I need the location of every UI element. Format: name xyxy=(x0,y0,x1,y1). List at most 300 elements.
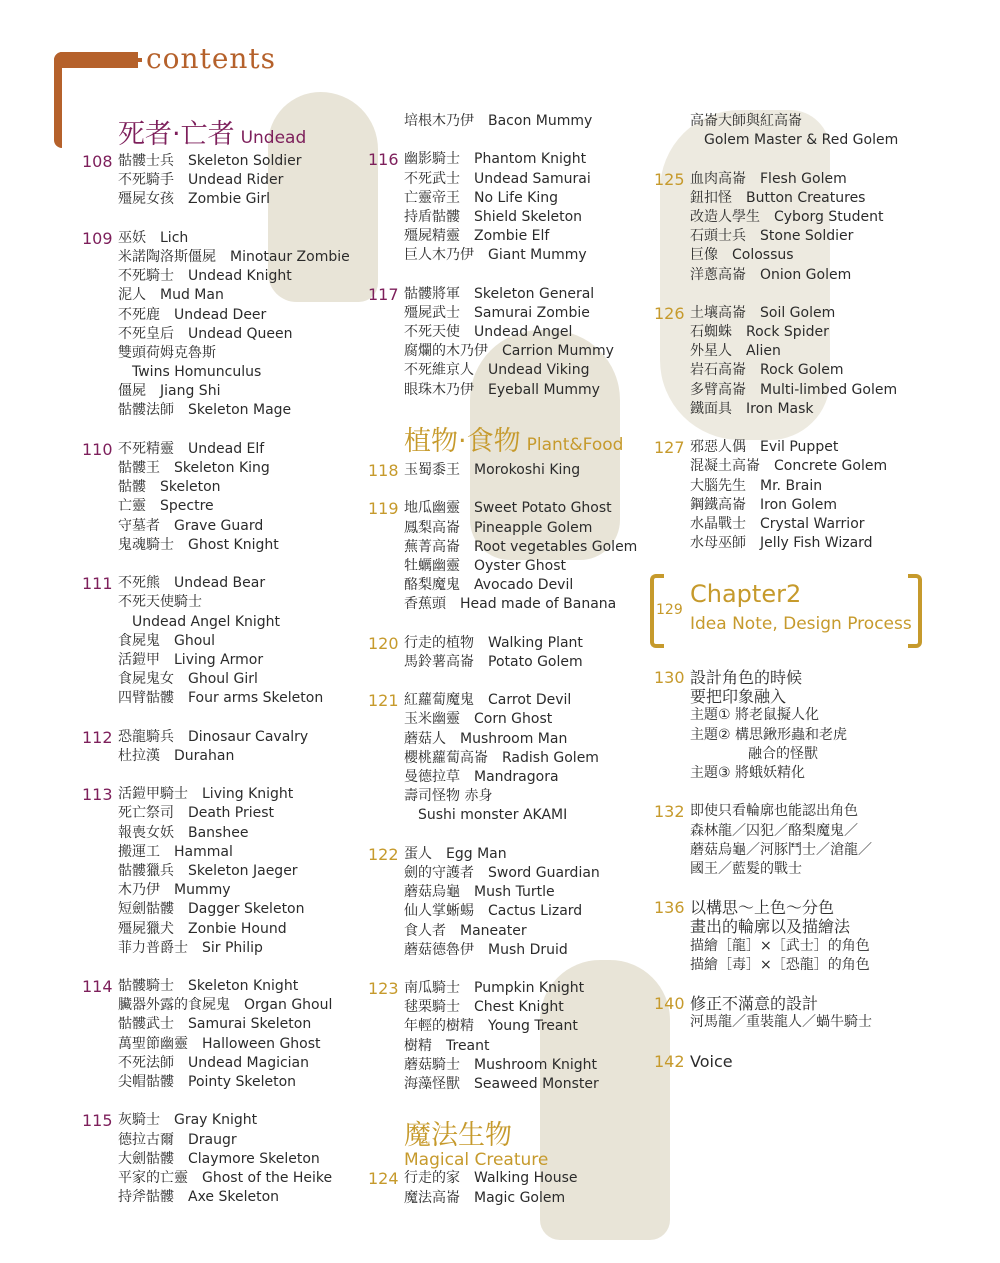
chapter-banner xyxy=(650,574,922,648)
toc-entry xyxy=(118,862,362,881)
entry-zh: 巫妖 xyxy=(118,229,146,246)
page-number: 118 xyxy=(368,461,399,480)
entry-zh: 多臂高崙 xyxy=(690,381,746,398)
entry-en: Pumpkin Knight xyxy=(474,980,585,997)
entry-zh: 守墓者 xyxy=(118,517,160,534)
toc-entry xyxy=(118,1111,362,1130)
section-title-plant xyxy=(368,419,648,461)
entry-zh: 混凝土高崙 xyxy=(690,458,760,475)
toc-group xyxy=(654,112,954,150)
entry-en: Mushroom Man xyxy=(460,730,568,747)
toc-group xyxy=(82,574,362,708)
section-title-zh: 死者‧亡者 xyxy=(118,119,235,150)
toc-entry xyxy=(118,1188,362,1207)
entry-en: Maneater xyxy=(460,922,527,939)
toc-group xyxy=(654,304,954,419)
entry-en: Mr. Brain xyxy=(760,477,823,494)
toc-entry xyxy=(118,1054,362,1073)
entry-en: Skeleton King xyxy=(174,460,270,476)
entry-en: Twins Homunculus xyxy=(132,364,262,381)
entry-en: Jelly Fish Wizard xyxy=(760,535,873,552)
contents-title: contents xyxy=(146,42,277,75)
toc-group xyxy=(82,1111,362,1207)
entry-zh: 行走的植物 xyxy=(404,634,474,651)
toc-entry xyxy=(404,902,648,921)
page-number: 120 xyxy=(368,633,399,653)
entry-zh: 畫出的輪廓以及描繪法 xyxy=(690,917,851,937)
entry-zh: 馬鈴薯高崙 xyxy=(404,653,474,670)
toc-entry xyxy=(118,613,362,632)
toc-entry xyxy=(690,477,954,496)
toc-list xyxy=(368,461,648,1094)
toc-entry xyxy=(404,1169,648,1188)
entry-zh: 食人者 xyxy=(404,922,446,939)
toc-entry xyxy=(690,956,954,975)
toc-list xyxy=(368,1169,648,1207)
entry-zh: 石蜘蛛 xyxy=(690,324,732,341)
entry-en: Head made of Banana xyxy=(460,596,617,613)
page-number: 122 xyxy=(368,844,399,864)
entry-en: Banshee xyxy=(188,824,249,841)
toc-entry xyxy=(118,1150,362,1169)
toc-entry xyxy=(118,497,362,516)
entry-en: Bacon Mummy xyxy=(488,113,593,129)
entry-en: Mush Druid xyxy=(488,941,568,958)
column-3 xyxy=(654,112,954,573)
entry-en: Samurai Zombie xyxy=(474,304,590,321)
entry-zh: 紅蘿蔔魔鬼 xyxy=(404,692,474,709)
entry-zh: 樹精 xyxy=(404,1037,432,1054)
entry-en: Sweet Potato Ghost xyxy=(474,500,612,517)
toc-group xyxy=(368,979,648,1094)
entry-en: Claymore Skeleton xyxy=(188,1150,320,1167)
toc-group xyxy=(368,1169,648,1207)
page-number: 111 xyxy=(82,574,113,594)
toc-entry xyxy=(690,438,954,457)
toc-entry xyxy=(690,246,954,265)
toc-entry xyxy=(404,227,648,246)
entry-zh: 巨像 xyxy=(690,247,718,264)
toc-entry xyxy=(690,515,954,534)
page-number: 114 xyxy=(82,977,113,997)
entry-zh: 持斧骷髏 xyxy=(118,1189,174,1206)
toc-entry xyxy=(404,922,648,941)
toc-entry xyxy=(404,979,648,998)
toc-group xyxy=(654,802,954,879)
entry-zh: 水晶戰士 xyxy=(690,515,746,532)
toc-group xyxy=(654,438,954,553)
entry-zh: 以構思～上色～分色 xyxy=(690,898,835,918)
entry-zh: 毬栗騎士 xyxy=(404,999,460,1016)
entry-zh: 河馬龍／重裝龍人／蝸牛騎士 xyxy=(690,1014,872,1031)
toc-entry xyxy=(404,1189,648,1208)
entry-zh: 死亡祭司 xyxy=(118,805,174,822)
toc-entry xyxy=(690,898,954,917)
entry-en: Giant Mummy xyxy=(488,247,587,264)
entry-en: Dagger Skeleton xyxy=(188,901,305,918)
section-title-en: Magical Creature xyxy=(404,1150,549,1171)
entry-en: Mud Man xyxy=(160,287,224,304)
toc-entry xyxy=(404,285,648,304)
page-number: 112 xyxy=(82,727,113,747)
entry-en: Living Armor xyxy=(174,651,264,668)
entry-en: Undead Deer xyxy=(174,306,267,323)
toc-entry xyxy=(690,170,954,189)
toc-entry xyxy=(404,208,648,227)
toc-group xyxy=(368,845,648,960)
entry-en: Carrot Devil xyxy=(488,692,572,709)
entry-zh: 玉米幽靈 xyxy=(404,711,460,728)
toc-entry xyxy=(690,745,954,764)
toc-entry xyxy=(690,457,954,476)
entry-zh: 邪惡人偶 xyxy=(690,439,746,456)
entry-zh: 森林龍／囚犯／酪梨魔鬼／ xyxy=(690,822,858,839)
entry-zh: 活鎧甲 xyxy=(118,651,160,668)
entry-en: Minotaur Zombie xyxy=(230,248,350,265)
toc-entry xyxy=(690,227,954,246)
entry-en: Alien xyxy=(746,343,781,360)
entry-zh: 恐龍騎兵 xyxy=(118,728,174,745)
entry-zh: 不死皇后 xyxy=(118,325,174,342)
toc-entry xyxy=(118,1131,362,1150)
page-number: 127 xyxy=(654,438,685,458)
bracket-right xyxy=(908,574,922,648)
entry-en: Corn Ghost xyxy=(474,711,553,728)
entry-zh: 雙頭荷姆克魯斯 xyxy=(118,344,216,361)
toc-entry xyxy=(690,112,954,131)
toc-entry xyxy=(404,342,648,361)
entry-zh: 壽司怪物 赤身 xyxy=(404,788,493,805)
page-number: 113 xyxy=(82,785,113,805)
entry-zh: 年輕的樹精 xyxy=(404,1018,474,1035)
entry-zh: 骷髏王 xyxy=(118,460,160,476)
toc-entry xyxy=(404,749,648,768)
toc-group xyxy=(82,229,362,421)
toc-entry xyxy=(404,519,648,538)
toc-entry xyxy=(690,266,954,285)
entry-zh: 不死熊 xyxy=(118,575,160,592)
toc-entry xyxy=(690,706,954,725)
entry-zh: 蛋人 xyxy=(404,845,432,862)
entry-en: Colossus xyxy=(732,247,794,264)
toc-group xyxy=(654,1052,954,1071)
entry-en: Crystal Warrior xyxy=(760,515,865,532)
entry-en: Living Knight xyxy=(202,786,294,803)
entry-en: Samurai Skeleton xyxy=(188,1016,312,1033)
entry-zh: 杜拉漢 xyxy=(118,747,160,764)
toc-entry xyxy=(118,1073,362,1092)
entry-zh: 酪梨魔鬼 xyxy=(404,577,460,594)
header-ornament-corner xyxy=(54,52,62,148)
entry-zh: 描繪［毒］×［恐龍］的角色 xyxy=(690,956,870,973)
entry-zh: 蘑菇烏龜／河豚鬥士／滄龍／ xyxy=(690,841,872,858)
toc-entry xyxy=(404,361,648,380)
toc-list xyxy=(368,112,648,400)
entry-en: Egg Man xyxy=(446,845,507,862)
page-number: 123 xyxy=(368,979,399,999)
toc-entry xyxy=(404,189,648,208)
toc-entry xyxy=(404,845,648,864)
entry-zh: 血肉高崙 xyxy=(690,170,746,187)
entry-en: Mummy xyxy=(174,882,231,899)
entry-zh: 水母巫師 xyxy=(690,535,746,552)
toc-entry xyxy=(690,917,954,936)
toc-group xyxy=(368,112,648,131)
toc-entry xyxy=(118,1035,362,1054)
toc-entry xyxy=(404,538,648,557)
entry-en: Lich xyxy=(160,229,189,246)
toc-entry xyxy=(404,691,648,710)
entry-zh: 蘑菇人 xyxy=(404,730,446,747)
entry-zh: 修正不滿意的設計 xyxy=(690,994,819,1014)
entry-en: Iron Mask xyxy=(746,400,814,417)
toc-group xyxy=(368,150,648,265)
entry-en: Four arms Skeleton xyxy=(188,690,324,707)
toc-group xyxy=(654,994,954,1032)
page-number: 125 xyxy=(654,169,685,189)
entry-zh: 地瓜幽靈 xyxy=(404,500,460,517)
entry-zh: 蘑菇德魯伊 xyxy=(404,941,474,958)
toc-entry xyxy=(118,728,362,747)
toc-group xyxy=(654,668,954,783)
entry-zh: 描繪［龍］×［武士］的角色 xyxy=(690,937,870,954)
entry-en: Undead Elf xyxy=(188,440,265,457)
entry-zh: 玉蜀黍王 xyxy=(404,462,460,478)
entry-zh: 不死武士 xyxy=(404,170,460,187)
toc-entry xyxy=(690,208,954,227)
entry-zh: 魔法高崙 xyxy=(404,1189,460,1206)
entry-en: Evil Puppet xyxy=(760,439,839,456)
toc-list xyxy=(654,668,954,1071)
entry-en: Shield Skeleton xyxy=(474,208,583,225)
entry-zh: 融合的怪獸 xyxy=(748,745,818,762)
toc-entry xyxy=(118,363,362,382)
entry-zh: 不死天使 xyxy=(404,324,460,341)
toc-entry xyxy=(690,381,954,400)
section-title-magic xyxy=(368,1113,648,1169)
toc-entry xyxy=(118,843,362,862)
entry-zh: 短劍骷髏 xyxy=(118,901,174,918)
entry-zh: 不死騎手 xyxy=(118,172,174,189)
entry-en: Undead Angel Knight xyxy=(132,613,281,630)
toc-entry xyxy=(690,687,954,706)
toc-entry xyxy=(404,1075,648,1094)
entry-zh: 主題① 將老鼠擬人化 xyxy=(690,707,820,724)
entry-en: Hammal xyxy=(174,843,233,860)
entry-zh: 鐵面具 xyxy=(690,400,732,417)
entry-zh: 洋蔥高崙 xyxy=(690,266,746,283)
entry-en: Potato Golem xyxy=(488,653,583,670)
page-number: 108 xyxy=(82,152,113,171)
entry-en: Pointy Skeleton xyxy=(188,1074,297,1090)
entry-zh: 報喪女妖 xyxy=(118,824,174,841)
entry-zh: 幽影騎士 xyxy=(404,151,460,168)
entry-en: Morokoshi King xyxy=(474,462,581,478)
toc-group xyxy=(368,461,648,480)
entry-en: Skeleton Jaeger xyxy=(188,862,298,879)
entry-zh: 改造人學生 xyxy=(690,208,760,225)
toc-entry xyxy=(118,152,362,171)
toc-entry xyxy=(118,689,362,708)
toc-entry xyxy=(118,920,362,939)
toc-group xyxy=(368,634,648,672)
entry-en: Soil Golem xyxy=(760,304,836,321)
toc-entry xyxy=(118,517,362,536)
toc-entry xyxy=(118,286,362,305)
entry-en: Undead Knight xyxy=(188,268,292,285)
entry-zh: 不死精靈 xyxy=(118,440,174,457)
entry-zh: 牡蠣幽靈 xyxy=(404,557,460,574)
entry-zh: 土壤高崙 xyxy=(690,304,746,321)
column-2 xyxy=(368,112,648,1227)
entry-en: Zombie Girl xyxy=(188,191,271,208)
entry-zh: 香蕉頭 xyxy=(404,596,446,613)
entry-en: Rock Golem xyxy=(760,362,844,379)
toc-entry xyxy=(690,323,954,342)
toc-entry xyxy=(118,306,362,325)
entry-en: Ghost Knight xyxy=(188,536,279,553)
entry-en: Eyeball Mummy xyxy=(488,381,600,398)
entry-zh: 骷髏武士 xyxy=(118,1016,174,1033)
entry-zh: 骷髏騎士 xyxy=(118,978,174,995)
page-number: 116 xyxy=(368,150,399,170)
page-number: 132 xyxy=(654,802,685,822)
entry-en: Stone Soldier xyxy=(760,228,854,245)
entry-en: Durahan xyxy=(174,747,235,764)
entry-zh: 菲力普爵士 xyxy=(118,939,188,956)
toc-entry xyxy=(404,787,648,806)
entry-en: Button Creatures xyxy=(746,189,866,206)
entry-zh: 萬聖節幽靈 xyxy=(118,1035,188,1052)
toc-entry xyxy=(404,1037,648,1056)
toc-entry xyxy=(404,883,648,902)
toc-entry xyxy=(118,747,362,766)
entry-en: Rock Spider xyxy=(746,324,829,341)
toc-entry xyxy=(690,860,954,879)
entry-en: Ghost of the Heike xyxy=(202,1169,333,1186)
entry-en: Carrion Mummy xyxy=(502,343,614,360)
entry-zh: 即使只看輪廓也能認出角色 xyxy=(690,803,858,820)
entry-zh: 國王／藍髮的戰士 xyxy=(690,860,802,877)
toc-group xyxy=(82,440,362,555)
entry-zh: 骷髏獵兵 xyxy=(118,862,174,879)
toc-entry xyxy=(118,574,362,593)
entry-zh: 德拉古爾 xyxy=(118,1131,174,1148)
entry-zh: 高崙大師與紅高崙 xyxy=(690,113,802,129)
entry-zh: 主題② 構思鍬形蟲和老虎 xyxy=(690,726,848,743)
entry-zh: 亡靈 xyxy=(118,498,146,515)
toc-entry xyxy=(118,1015,362,1034)
page-number: 126 xyxy=(654,303,685,323)
entry-en: Root vegetables Golem xyxy=(474,538,638,555)
toc-entry xyxy=(690,937,954,956)
entry-zh: 持盾骷髏 xyxy=(404,208,460,225)
toc-entry xyxy=(404,941,648,960)
entry-en: Death Priest xyxy=(188,805,275,822)
entry-en: Draugr xyxy=(188,1131,237,1148)
chapter-subtitle: Idea Note, Design Process xyxy=(690,614,912,634)
entry-zh: 米諾陶洛斯僵屍 xyxy=(118,248,216,265)
entry-en: Avocado Devil xyxy=(474,577,574,594)
entry-zh: 泥人 xyxy=(118,287,146,304)
toc-entry xyxy=(118,325,362,344)
toc-entry xyxy=(404,150,648,169)
entry-en: Jiang Shi xyxy=(160,383,221,400)
entry-zh: 大腦先生 xyxy=(690,477,746,494)
toc-entry xyxy=(118,804,362,823)
page-number: 142 xyxy=(654,1051,685,1071)
entry-en: Concrete Golem xyxy=(774,458,888,475)
entry-zh: 鬼魂騎士 xyxy=(118,536,174,553)
entry-en: Mush Turtle xyxy=(474,884,555,901)
toc-entry xyxy=(118,1169,362,1188)
toc-entry xyxy=(690,534,954,553)
toc-group xyxy=(82,977,362,1092)
section-title-en: Plant&Food xyxy=(526,435,624,455)
entry-zh: 食屍鬼女 xyxy=(118,671,174,688)
entry-zh: 不死鹿 xyxy=(118,306,160,323)
section-title-en: Undead xyxy=(240,128,307,148)
entry-zh: 殭屍武士 xyxy=(404,304,460,321)
entry-en: Dinosaur Cavalry xyxy=(188,728,309,745)
toc-entry xyxy=(118,190,362,209)
entry-en: Zonbie Hound xyxy=(188,920,287,937)
entry-en: Mushroom Knight xyxy=(474,1056,597,1073)
entry-en: Ghoul Girl xyxy=(188,671,258,688)
toc-group xyxy=(368,285,648,400)
entry-en: Treant xyxy=(446,1037,490,1054)
page-number: 140 xyxy=(654,994,685,1014)
entry-zh: 櫻桃蘿蔔高崙 xyxy=(404,749,488,766)
entry-en: Mandragora xyxy=(474,769,559,785)
toc-entry xyxy=(404,1017,648,1036)
toc-entry xyxy=(404,112,648,131)
toc-group xyxy=(82,152,362,210)
toc-list xyxy=(82,152,362,1207)
toc-entry xyxy=(690,304,954,323)
entry-zh: 骷髏 xyxy=(118,479,146,496)
entry-en: Magic Golem xyxy=(474,1189,566,1206)
toc-entry xyxy=(118,344,362,363)
entry-en: Undead Samurai xyxy=(474,170,591,187)
toc-entry xyxy=(118,785,362,804)
entry-zh: 不死騎士 xyxy=(118,268,174,285)
section-title-undead xyxy=(82,112,362,152)
page-number: 119 xyxy=(368,499,399,519)
entry-zh: 臟器外露的食屍鬼 xyxy=(118,997,230,1014)
toc-entry xyxy=(118,881,362,900)
toc-entry xyxy=(118,536,362,555)
entry-zh: 岩石高崙 xyxy=(690,362,746,379)
toc-entry xyxy=(690,1013,954,1032)
entry-zh: 鳳梨高崙 xyxy=(404,519,460,536)
toc-entry xyxy=(118,478,362,497)
entry-zh: 尖帽骷髏 xyxy=(118,1074,174,1090)
page-number: 124 xyxy=(368,1169,399,1189)
entry-zh: 南瓜騎士 xyxy=(404,980,460,997)
header-ornament xyxy=(54,52,138,68)
entry-en: Sushi monster AKAMI xyxy=(418,807,568,824)
toc-entry xyxy=(404,170,648,189)
entry-zh: 大劍骷髏 xyxy=(118,1150,174,1167)
entry-zh: 骷髏法師 xyxy=(118,402,174,419)
entry-zh: 活鎧甲騎士 xyxy=(118,786,188,803)
toc-entry xyxy=(118,632,362,651)
toc-list xyxy=(654,112,954,553)
toc-entry xyxy=(118,229,362,248)
entry-zh: 仙人掌蜥蜴 xyxy=(404,903,474,920)
toc-entry xyxy=(690,802,954,821)
